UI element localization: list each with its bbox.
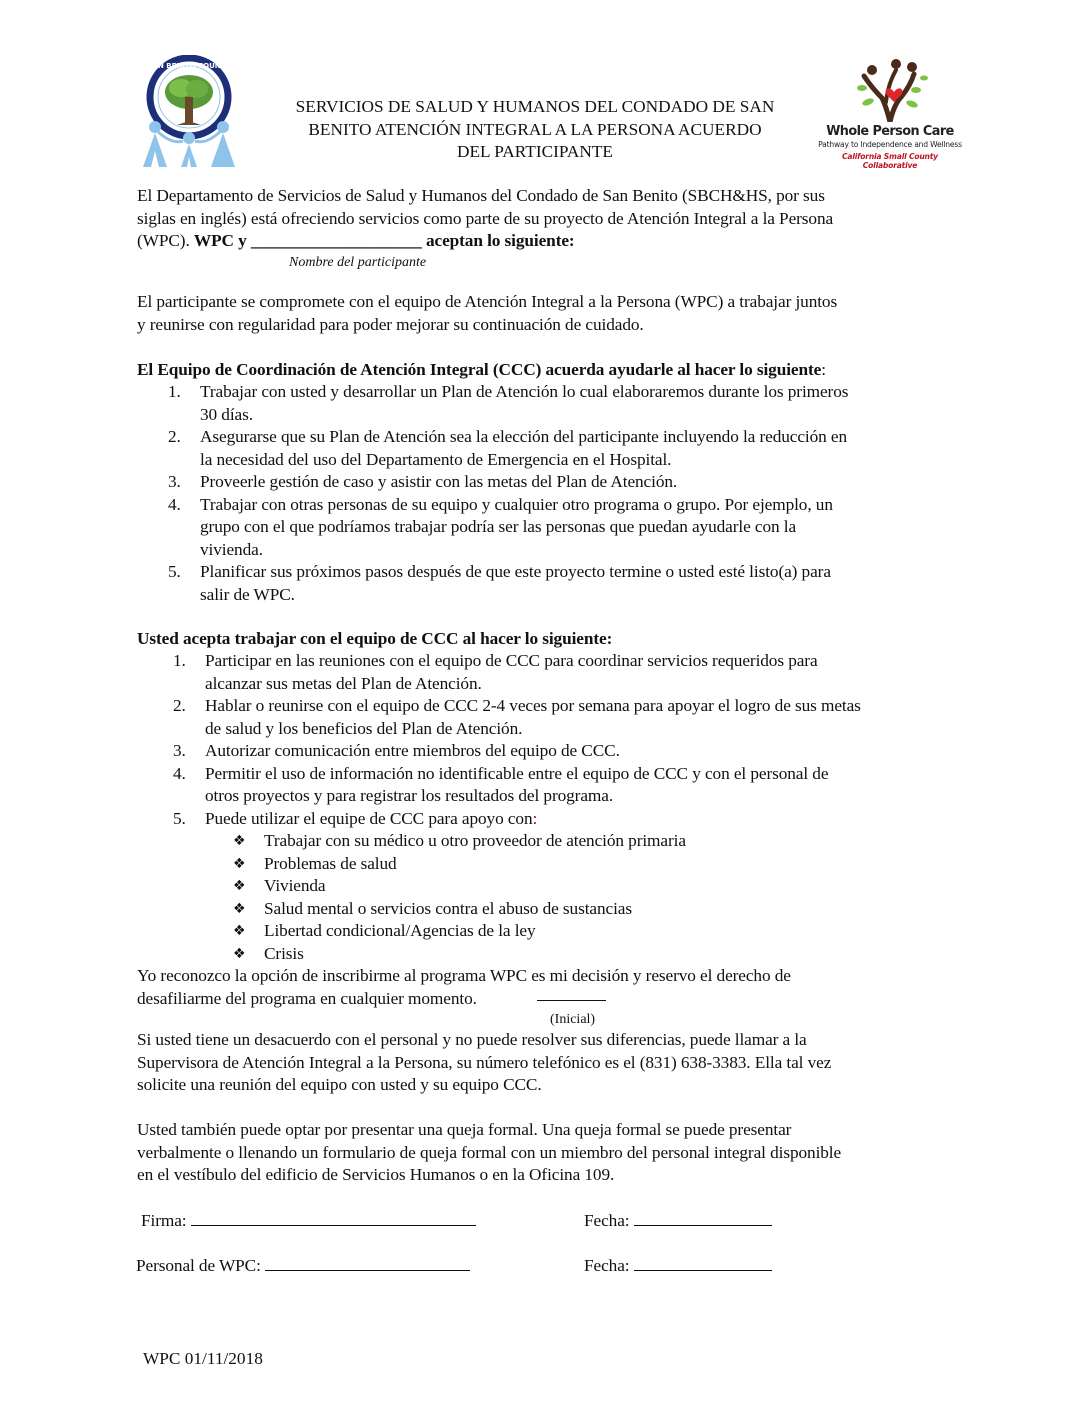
diamond-bullet-icon: ❖ [233, 923, 246, 939]
staff-date-field[interactable] [634, 1254, 772, 1271]
complaint-line-3: en el vestíbulo del edificio de Servicios Humanos o en la Oficina 109. [137, 1165, 615, 1184]
wpc-logo-collaborative: California Small County Collaborative [842, 152, 938, 170]
item-text: Planificar sus próximos pasos después de que este proyecto termine o usted esté listo(a) para [200, 562, 831, 581]
item-text: Trabajar con otras personas de su equipo y cualquier otro programa o grupo. Por ejemplo, un [200, 494, 833, 514]
date-row-1 [584, 1209, 772, 1233]
staff-label: Personal de WPC: [136, 1256, 261, 1275]
intro-line-1: El Departamento de Servicios de Salud y Humanos del Condado de San Benito (SBCH&HS, por sus [137, 186, 825, 205]
item-number: 4. [168, 494, 181, 514]
ack-line-1: Yo reconozco la opción de inscribirme al programa WPC es mi decisión y reservo el derecho de [137, 966, 791, 985]
item-number: 3. [173, 741, 186, 760]
list-item [137, 808, 967, 831]
san-benito-county-seal-logo [137, 55, 241, 168]
date-row-2 [584, 1254, 772, 1278]
svg-text:SAN BENITO COUNTY: SAN BENITO COUNTY [147, 62, 231, 70]
list-item [137, 381, 967, 426]
list-item [233, 830, 686, 853]
item-text: Asegurarse que su Plan de Atención sea la elección del participante incluyendo la reducción en [200, 427, 848, 446]
disagreement-line-3: solicite una reunión del equipo con usted y su equipo CCC. [137, 1075, 542, 1094]
complaint-line-1: Usted también puede optar por presentar una queja formal. Una queja formal se puede presentar [137, 1120, 792, 1139]
item-text: Libertad condicional/Agencias de la ley [264, 921, 536, 940]
item-text: Crisis [264, 943, 304, 963]
commitment-paragraph [137, 291, 957, 336]
support-options-list [233, 830, 686, 965]
acknowledgement-paragraph [137, 965, 957, 1010]
item-text: Problemas de salud [264, 853, 397, 873]
item-text: Salud mental o servicios contra el abuso de sustancias [264, 898, 632, 918]
item-text: 30 días. [200, 404, 253, 424]
item-number: 3. [168, 472, 181, 491]
item-text: Permitir el uso de información no identificable entre el equipo de CCC y con el personal de [205, 763, 829, 783]
item-text-wrapper [205, 808, 967, 831]
item-number: 2. [173, 696, 186, 715]
item-text: Trabajar con usted y desarrollar un Plan de Atención lo cual elaboraremos durante los primeros [200, 382, 849, 401]
intro-line-3 [137, 230, 957, 253]
list-item [137, 695, 967, 740]
item-number: 4. [173, 763, 186, 783]
list-item [233, 943, 686, 966]
item-text: Hablar o reunirse con el equipo de CCC 2-4 veces por semana para apoyar el logro de sus metas [205, 696, 861, 715]
date-label: Fecha: [584, 1211, 630, 1230]
staff-row [136, 1254, 470, 1278]
participant-commitments-list [137, 650, 967, 830]
disagreement-paragraph [137, 1029, 957, 1097]
item-text: alcanzar sus metas del Plan de Atención. [205, 673, 482, 693]
intro-paragraph [137, 185, 957, 253]
list-item [233, 875, 686, 898]
list-item [233, 920, 686, 943]
family-tree-heart-icon [850, 58, 930, 122]
diamond-bullet-icon: ❖ [233, 855, 246, 872]
commitment-line-1: El participante se compromete con el equipo de Atención Integral a la Persona (WPC) a trabajar juntos [137, 292, 838, 311]
list-item [137, 561, 967, 606]
ccc-heading-text: El Equipo de Coordinación de Atención Integral (CCC) acuerda ayudarle al hacer lo siguiente [137, 360, 822, 379]
form-version-footer: WPC 01/11/2018 [143, 1349, 263, 1368]
disagreement-line-1: Si usted tiene un desacuerdo con el personal y no puede resolver sus diferencias, puede llamar a la [137, 1030, 807, 1049]
list-item [137, 650, 967, 695]
page-title [250, 96, 820, 164]
title-line-3: DEL PARTICIPANTE [457, 142, 613, 161]
participant-name-label: Nombre del participante [289, 255, 427, 270]
wpc-logo-tagline: Pathway to Independence and Wellness [818, 140, 962, 149]
list-item [233, 898, 686, 921]
ccc-section-heading [137, 359, 957, 382]
intro-wpc-and: WPC y [193, 231, 251, 250]
item-text: otros proyectos y para registrar los resultados del programa. [205, 786, 614, 805]
ccc-heading-colon: : [821, 360, 826, 379]
participant-section-heading: Usted acepta trabajar con el equipo de CCC al hacer lo siguiente: [137, 629, 613, 648]
item-text: Vivienda [264, 876, 326, 895]
complaint-paragraph [137, 1119, 957, 1187]
item-text: Autorizar comunicación entre miembros del equipo de CCC. [205, 741, 620, 760]
intro-prefix: (WPC). [137, 231, 194, 250]
item-number: 1. [168, 382, 181, 401]
title-line-1: SERVICIOS DE SALUD Y HUMANOS DEL CONDADO DE SAN [295, 97, 775, 116]
ccc-commitments-list [137, 381, 967, 606]
signature-row [141, 1209, 476, 1233]
item-text: Trabajar con su médico u otro proveedor de atención primaria [264, 831, 686, 850]
signature-field[interactable] [191, 1209, 476, 1226]
item-number: 2. [168, 427, 181, 446]
title-line-2: BENITO ATENCIÓN INTEGRAL A LA PERSONA ACUERDO [308, 119, 762, 139]
list-item [137, 740, 967, 763]
county-seal-tree-icon [137, 55, 241, 168]
list-item [233, 853, 686, 876]
initial-field[interactable] [537, 1000, 606, 1001]
item-text: Participar en las reuniones con el equipo de CCC para coordinar servicios requeridos para [205, 651, 818, 670]
item-number: 5. [168, 562, 181, 581]
diamond-bullet-icon: ❖ [233, 878, 246, 894]
initial-label: (Inicial) [550, 1012, 596, 1027]
whole-person-care-logo [815, 58, 965, 168]
intro-line-2: siglas en inglés) está ofreciendo servicios como parte de su proyecto de Atención Integral a la Persona [137, 208, 834, 228]
wpc-logo-name: Whole Person Care [826, 123, 954, 139]
date-label: Fecha: [584, 1256, 630, 1275]
staff-signature-field[interactable] [265, 1254, 470, 1271]
list-item [137, 494, 967, 562]
list-item [137, 426, 967, 471]
item-text: grupo con el que podríamos trabajar podría ser las personas que puedan ayudarle con la [200, 517, 797, 536]
item-text: Proveerle gestión de caso y asistir con las metas del Plan de Atención. [200, 472, 678, 491]
intro-accept-text: aceptan lo siguiente: [421, 231, 575, 250]
ack-line-2: desafiliarme del programa en cualquier momento. [137, 988, 477, 1008]
item-text: Puede utilizar el equipe de CCC para apoyo con [205, 808, 533, 828]
signature-label: Firma: [141, 1211, 187, 1230]
diamond-bullet-icon: ❖ [233, 945, 246, 962]
item-text: la necesidad del uso del Departamento de Emergencia en el Hospital. [200, 449, 672, 469]
disagreement-line-2: Supervisora de Atención Integral a la Persona, su número telefónico es el (831) 638-3383. Ella tal vez [137, 1052, 832, 1072]
item-number: 5. [173, 808, 186, 828]
list-item [137, 471, 967, 494]
item-number: 1. [173, 651, 186, 670]
item-colon: : [532, 808, 538, 828]
list-item [137, 763, 967, 808]
signature-date-field[interactable] [634, 1209, 772, 1226]
diamond-bullet-icon: ❖ [233, 833, 246, 849]
complaint-line-2: verbalmente o llenando un formulario de queja formal con un miembro del personal integral disponible [137, 1142, 842, 1162]
diamond-bullet-icon: ❖ [233, 900, 246, 917]
item-text: salir de WPC. [200, 584, 295, 604]
item-text: de salud y los beneficios del Plan de Atención. [205, 718, 523, 738]
commitment-line-2: y reunirse con regularidad para poder mejorar su continuación de cuidado. [137, 314, 644, 334]
item-text: vivienda. [200, 539, 263, 559]
participant-name-field[interactable]: ____________________ [250, 231, 422, 250]
